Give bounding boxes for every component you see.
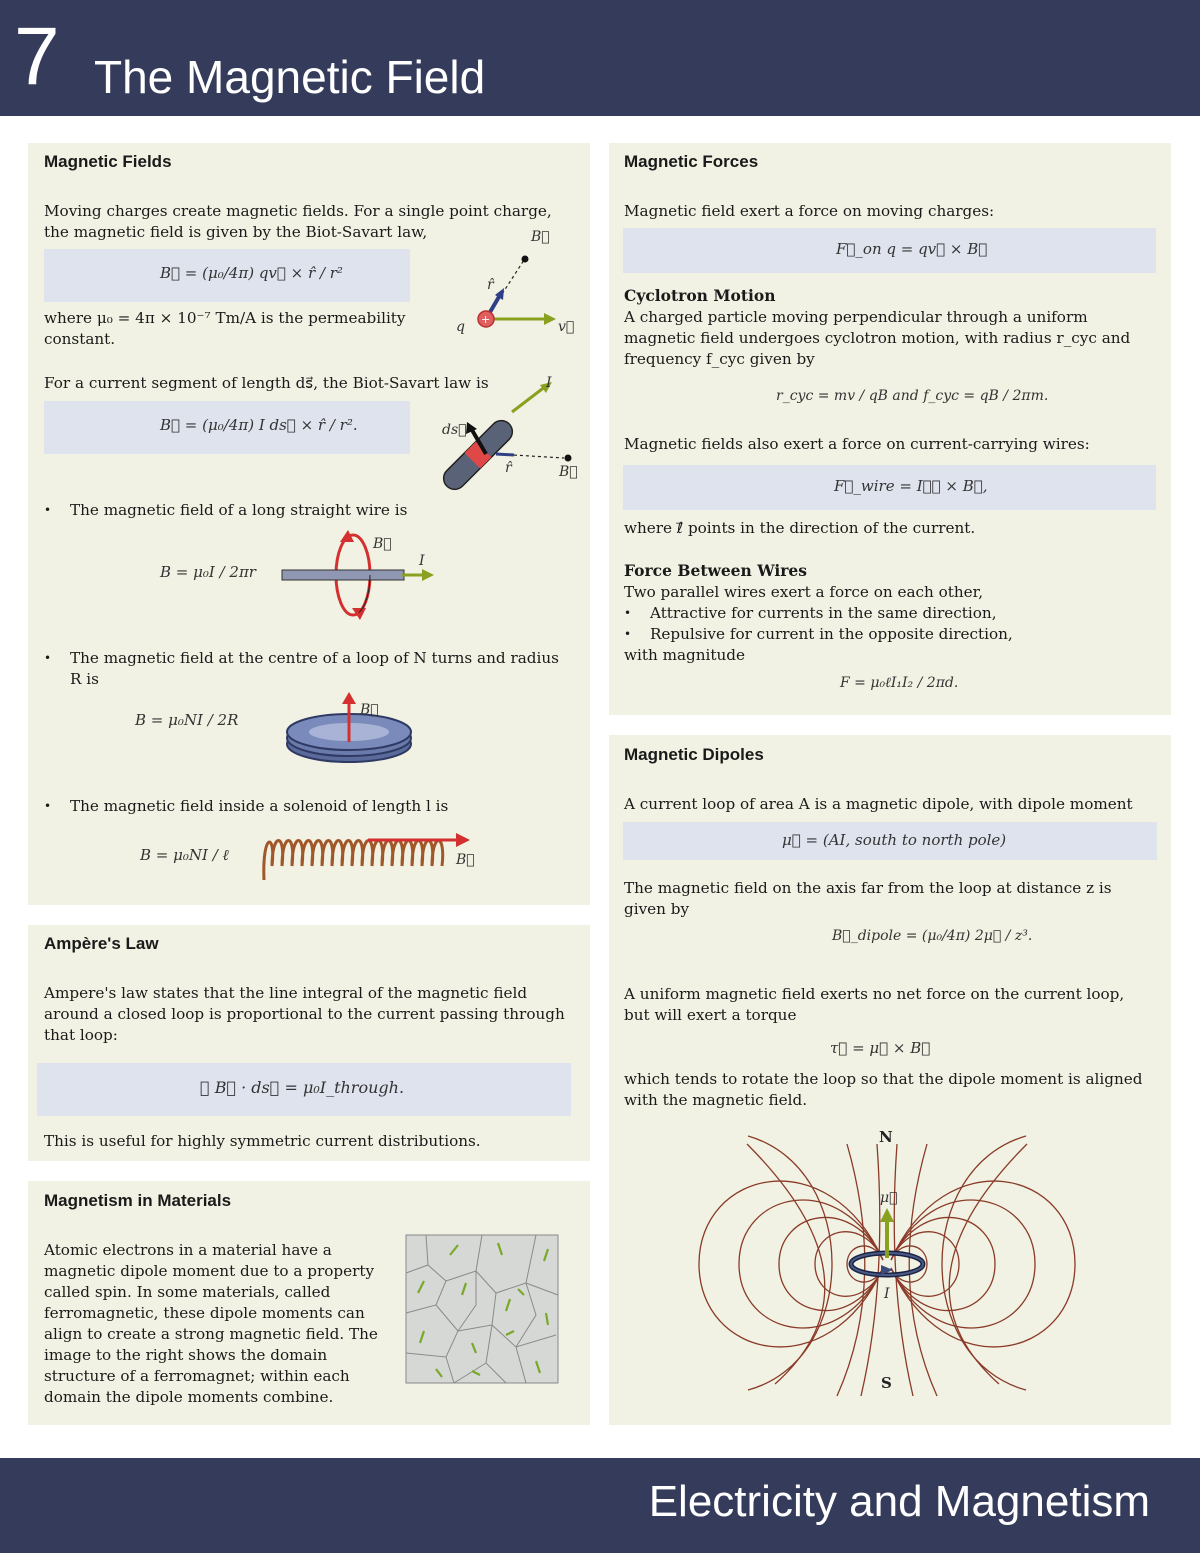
cyclotron-text: A charged particle moving perpendicular through a uniform magnetic field undergoes cyclotron motion, with radius r_cyc and frequency f_cyc given by (624, 308, 1131, 368)
footer-book-title: Electricity and Magnetism (648, 1477, 1150, 1526)
eq-force-charge: F⃗_on q = qv⃗ × B⃗ (836, 240, 988, 258)
solenoid-field-arrowhead (456, 833, 470, 847)
field-line (949, 1144, 1027, 1384)
bullet-solenoid: The magnetic field inside a solenoid of length l is (70, 797, 449, 815)
label-south: S (881, 1374, 892, 1392)
eq-solenoid: B = μ₀NI / ℓ (140, 846, 229, 864)
bullet-straight-wire: The magnetic field of a long straight wire is (70, 501, 408, 519)
eq-segment: B⃗ = (μ₀/4π) I ds⃗ × r̂ / r². (160, 416, 358, 434)
label-q-point: q (456, 319, 465, 335)
domain-structure-image (406, 1235, 558, 1383)
force-between-title: Force Between Wires (624, 561, 807, 580)
field-line (747, 1144, 825, 1384)
force-between-repulsive: Repulsive for current in the opposite direction, (650, 625, 1013, 643)
chapter-number: 7 (14, 11, 60, 102)
bullet-marker: • (624, 627, 632, 641)
magnetic-forces-intro: Magnetic field exert a force on moving charges: (624, 202, 995, 220)
align-text: which tends to rotate the loop so that the dipole moment is aligned with the magnetic field. (624, 1070, 1143, 1109)
magnetic-forces-title: Magnetic Forces (624, 152, 759, 171)
magnetic-dipoles-title: Magnetic Dipoles (624, 745, 764, 764)
wire-force-note: where ℓ⃗ points in the direction of the current. (624, 519, 976, 537)
cyclotron-title: Cyclotron Motion (624, 286, 776, 305)
amperes-law-text: Ampere's law states that the line integral of the magnetic field around a closed loop is proportional to the current passing through that loop: (44, 984, 565, 1044)
dipole-axis-text: The magnetic field on the axis far from the loop at distance z is given by (624, 879, 1112, 918)
loop-diagram (286, 690, 416, 770)
solenoid-diagram (258, 822, 478, 892)
wire-force-intro: Magnetic fields also exert a force on current-carrying wires: (624, 435, 1090, 453)
label-I-dipole: I (884, 1286, 890, 1302)
force-between-attractive: Attractive for currents in the same direction, (650, 604, 997, 622)
label-r-segment: r̂ (505, 460, 512, 476)
label-ds-segment: ds⃗ (442, 422, 467, 438)
chapter-title: The Magnetic Field (94, 51, 486, 103)
dipole-moment-arrowhead (880, 1208, 894, 1222)
page-footer (0, 1458, 1200, 1553)
amperes-law-title: Ampère's Law (44, 934, 159, 953)
eq-torque: τ⃗ = μ⃗ × B⃗ (830, 1039, 931, 1057)
label-mu: μ⃗ (880, 1190, 898, 1206)
eq-moment: μ⃗ = (AI, south to north pole) (782, 831, 1007, 849)
eq-ampere: ∮ B⃗ · ds⃗ = μ₀I_through. (200, 1078, 405, 1097)
svg-text:+: + (481, 313, 491, 326)
bullet-loop: The magnetic field at the centre of a loop of N turns and radius R is (70, 649, 559, 688)
bullet-marker: • (44, 503, 52, 517)
label-B-wire: B⃗ (373, 536, 392, 552)
eq-cyclotron: r_cyc = mv / qB and f_cyc = qB / 2πm. (776, 388, 1049, 404)
bullet-marker: • (44, 799, 52, 813)
magnetic-fields-title: Magnetic Fields (44, 152, 172, 171)
eq-dipole-field: B⃗_dipole = (μ₀/4π) 2μ⃗ / z³. (832, 928, 1033, 944)
solenoid-coil (264, 841, 443, 881)
label-I-segment: I (546, 375, 552, 391)
label-B-segment: B⃗ (559, 464, 578, 480)
straight-wire-diagram (280, 528, 450, 624)
permeability-text: where μ₀ = 4π × 10⁻⁷ Tm/A is the permeability constant. (44, 309, 406, 348)
bullet-marker: • (44, 651, 52, 665)
materials-title: Magnetism in Materials (44, 1191, 232, 1210)
eq-wire-force: F⃗_wire = Iℓ⃗ × B⃗, (834, 477, 988, 495)
field-line (748, 1136, 832, 1390)
dipoles-intro: A current loop of area A is a magnetic dipole, with dipole moment (624, 795, 1133, 813)
label-north: N (879, 1128, 893, 1146)
field-line (942, 1136, 1026, 1390)
amperes-law-note: This is useful for highly symmetric current distributions. (44, 1132, 481, 1150)
label-B-point: B⃗ (531, 229, 550, 245)
page-header (0, 0, 1200, 116)
label-v-point: v⃗ (558, 319, 575, 335)
label-r-point: r̂ (487, 277, 494, 293)
biot-savart-intro: Moving charges create magnetic fields. For a single point charge, the magnetic field is given by the Biot-Savart law, (44, 202, 552, 241)
segment-intro: For a current segment of length ds⃗, the Biot-Savart law is (44, 374, 489, 392)
torque-text: A uniform magnetic field exerts no net force on the current loop, but will exert a torque (624, 985, 1125, 1024)
label-B-loop: B⃗ (360, 702, 379, 718)
eq-straight-wire: B = μ₀I / 2πr (160, 563, 256, 581)
dipole-field-lines-diagram (740, 1128, 1034, 1398)
bullet-marker: • (624, 606, 632, 620)
eq-force-between: F = μ₀ℓI₁I₂ / 2πd. (840, 675, 959, 691)
eq-loop: B = μ₀NI / 2R (135, 711, 239, 729)
force-between-text: Two parallel wires exert a force on each other, (624, 583, 984, 601)
label-I-wire: I (419, 553, 425, 569)
force-between-magnitude: with magnitude (624, 646, 745, 664)
eq-point-charge: B⃗ = (μ₀/4π) qv⃗ × r̂ / r² (160, 264, 343, 282)
label-B-solenoid: B⃗ (456, 852, 475, 868)
materials-text: Atomic electrons in a material have a magnetic dipole moment due to a property called spin. In some materials, called ferromagnetic, these dipole moments can align to create a strong magnetic field. The image to the right shows the domain structure of a ferromagnet; within each domain the dipole moments combine. (44, 1241, 378, 1406)
